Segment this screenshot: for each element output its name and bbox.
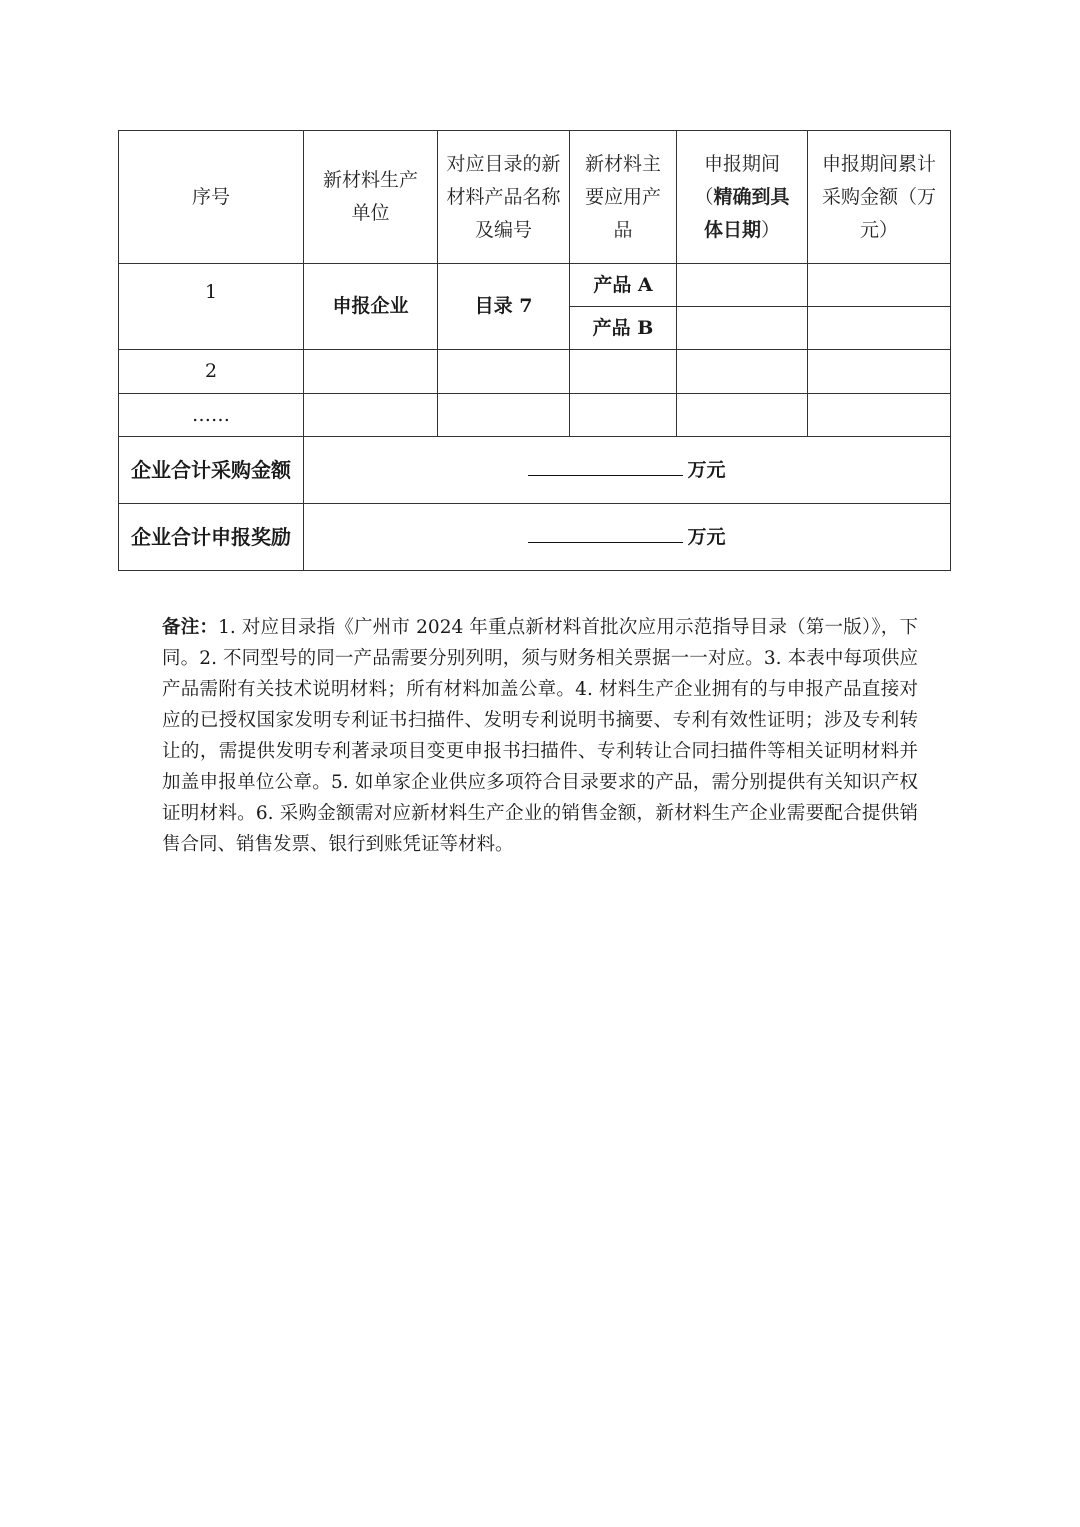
notes — [162, 612, 918, 860]
row1-period-b — [677, 307, 808, 350]
row1-product-a: 产品 A — [570, 264, 677, 307]
header-period: 申报期间（精确到具体日期） — [677, 131, 808, 264]
row1-amount-a — [808, 264, 951, 307]
table-row — [119, 350, 951, 394]
total-reward-value: 万元 — [304, 504, 951, 571]
header-amount: 申报期间累计采购金额（万元） — [808, 131, 951, 264]
row1-producer: 申报企业 — [304, 264, 438, 350]
row1-product-b: 产品 B — [570, 307, 677, 350]
row1-catalog: 目录 7 — [438, 264, 570, 350]
table-row — [119, 394, 951, 437]
total-reward-blank — [528, 520, 683, 543]
row3-seq: …… — [119, 394, 304, 437]
notes-label: 备注： — [162, 617, 219, 638]
notes-text: 1. 对应目录指《广州市 2024 年重点新材料首批次应用示范指导目录（第一版）》，下同。2. 不同型号的同一产品需要分别列明，须与财务相关票据一一对应。3. 本表中每项供应产品需附有关技术说明材料；所有材料加盖公章。4. 材料生产企业拥有的与申报产品直接对应的已授权国家发明专利证书扫描件、发明专利说明书摘要、专利有效性证明；涉及专利转让的，需提供发明专利著录项目变更申报书扫描件、专利转让合同扫描件等相关证明材料并加盖申报单位公章。5. 如单家企业供应多项符合目录要求的产品，需分别提供有关知识产权证明材料。6. 采购金额需对应新材料生产企业的销售金额，新材料生产企业需要配合提供销售合同、销售发票、银行到账凭证等材料。 — [162, 617, 918, 855]
row1-amount-b — [808, 307, 951, 350]
row2-seq: 2 — [119, 350, 304, 394]
total-reward-label: 企业合计申报奖励 — [119, 504, 304, 571]
header-seq: 序号 — [119, 131, 304, 264]
table-header-row — [119, 131, 951, 264]
row1-period-a — [677, 264, 808, 307]
total-purchase-blank — [528, 453, 683, 476]
header-producer: 新材料生产单位 — [304, 131, 438, 264]
total-purchase-label: 企业合计采购金额 — [119, 437, 304, 504]
total-purchase-value: 万元 — [304, 437, 951, 504]
row1-seq: 1 — [119, 264, 304, 350]
header-catalog-product: 对应目录的新材料产品名称及编号 — [438, 131, 570, 264]
table-row — [119, 264, 951, 307]
total-reward-row — [119, 504, 951, 571]
header-application: 新材料主要应用产品 — [570, 131, 677, 264]
total-purchase-row — [119, 437, 951, 504]
application-table — [118, 130, 951, 571]
header-period-bold: 精确到具体日期 — [703, 185, 790, 241]
